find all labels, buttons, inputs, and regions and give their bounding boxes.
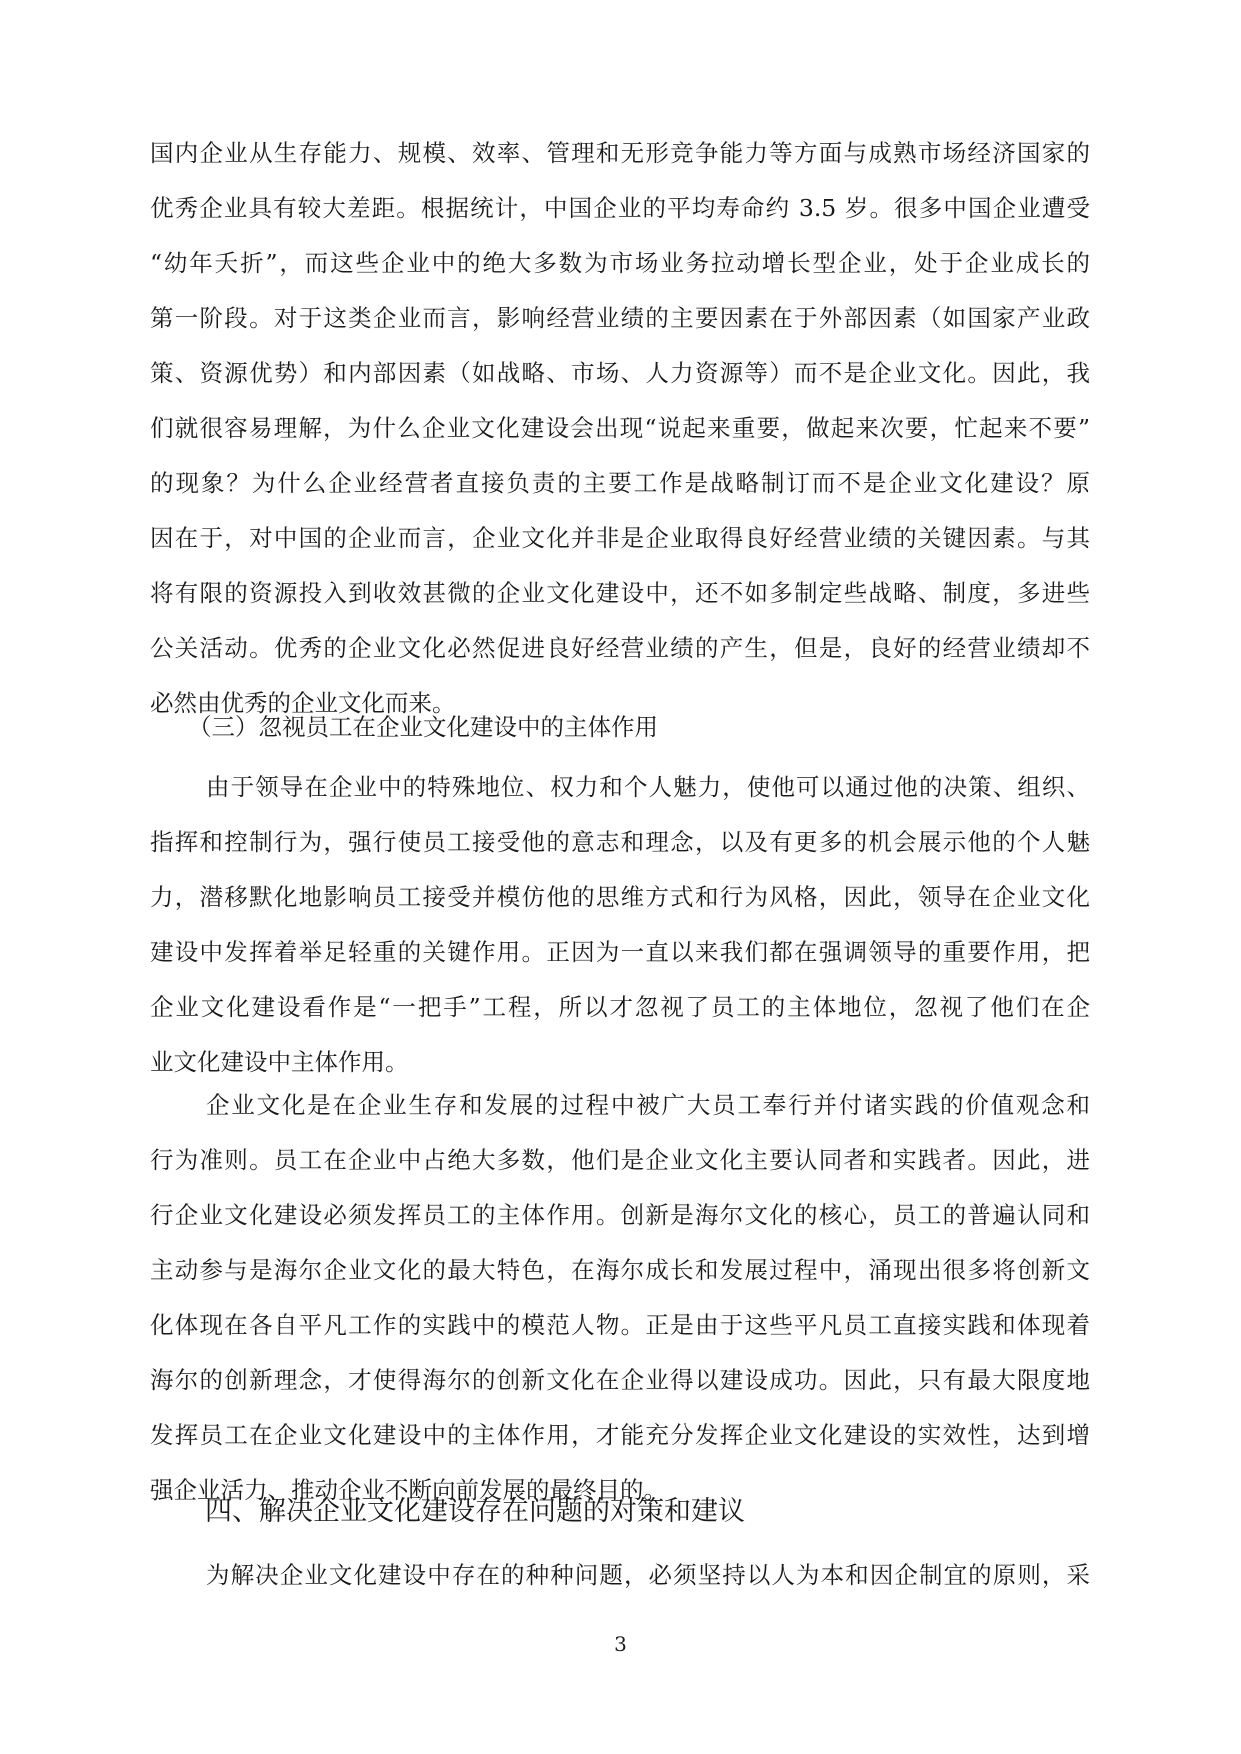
paragraph-line: 化体现在各自平凡工作的实践中的模范人物。正是由于这些平凡员工直接实践和体现着	[150, 1311, 1090, 1339]
paragraph-line: 第一阶段。对于这类企业而言，影响经营业绩的主要因素在于外部因素（如国家产业政	[150, 304, 1090, 332]
paragraph-line: 因在于，对中国的企业而言，企业文化并非是企业取得良好经营业绩的关键因素。与其	[150, 524, 1090, 552]
paragraph-line: 建设中发挥着举足轻重的关键作用。正因为一直以来我们都在强调领导的重要作用，把	[150, 938, 1090, 966]
paragraph-line: 们就很容易理解，为什么企业文化建设会出现“说起来重要，做起来次要，忙起来不要”	[150, 414, 1090, 442]
paragraph-line: 由于领导在企业中的特殊地位、权力和个人魅力，使他可以通过他的决策、组织、	[206, 773, 1090, 801]
paragraph-line: 强企业活力、推动企业不断向前发展的最终目的。	[150, 1476, 667, 1504]
paragraph-line: 企业文化建设看作是“一把手”工程，所以才忽视了员工的主体地位，忽视了他们在企	[150, 993, 1090, 1021]
paragraph-line: 力，潜移默化地影响员工接受并模仿他的思维方式和行为风格，因此，领导在企业文化	[150, 883, 1090, 911]
paragraph-line: 为解决企业文化建设中存在的种种问题，必须坚持以人为本和因企制宜的原则，采	[206, 1561, 1090, 1589]
paragraph-line: 发挥员工在企业文化建设中的主体作用，才能充分发挥企业文化建设的实效性，达到增	[150, 1421, 1090, 1449]
paragraph-line: 将有限的资源投入到收效甚微的企业文化建设中，还不如多制定些战略、制度，多进些	[150, 579, 1090, 607]
paragraph-line: 行为准则。员工在企业中占绝大多数，他们是企业文化主要认同者和实践者。因此，进	[150, 1146, 1090, 1174]
paragraph-line: 优秀企业具有较大差距。根据统计，中国企业的平均寿命约 3.5 岁。很多中国企业遭受	[150, 194, 1090, 222]
page-number: 3	[614, 1632, 627, 1656]
paragraph-line: 指挥和控制行为，强行使员工接受他的意志和理念，以及有更多的机会展示他的个人魅	[150, 828, 1090, 856]
paragraph-3	[150, 1078, 1090, 1518]
paragraph-line: 策、资源优势）和内部因素（如战略、市场、人力资源等）而不是企业文化。因此，我	[150, 359, 1090, 387]
paragraph-line: 行企业文化建设必须发挥员工的主体作用。创新是海尔文化的核心，员工的普遍认同和	[150, 1201, 1090, 1229]
paragraph-line: 海尔的创新理念，才使得海尔的创新文化在企业得以建设成功。因此，只有最大限度地	[150, 1366, 1090, 1394]
paragraph-line: 国内企业从生存能力、规模、效率、管理和无形竞争能力等方面与成熟市场经济国家的	[150, 139, 1090, 167]
paragraph-2	[150, 760, 1090, 1090]
paragraph-line: 必然由优秀的企业文化而来。	[150, 689, 456, 717]
paragraph-line: 的现象？为什么企业经营者直接负责的主要工作是战略制订而不是企业文化建设？原	[150, 469, 1090, 497]
paragraph-line: 公关活动。优秀的企业文化必然促进良好经营业绩的产生，但是，良好的经营业绩却不	[150, 634, 1090, 662]
paragraph-line: 主动参与是海尔企业文化的最大特色，在海尔成长和发展过程中，涌现出很多将创新文	[150, 1256, 1090, 1284]
paragraph-1	[150, 126, 1090, 731]
section-heading: （三）忽视员工在企业文化建设中的主体作用	[188, 713, 658, 741]
paragraph-4	[150, 1548, 1090, 1603]
paragraph-line: 企业文化是在企业生存和发展的过程中被广大员工奉行并付诸实践的价值观念和	[206, 1091, 1090, 1119]
paragraph-line: 业文化建设中主体作用。	[150, 1048, 409, 1076]
paragraph-line: “幼年夭折”，而这些企业中的绝大多数为市场业务拉动增长型企业，处于企业成长的	[150, 249, 1090, 277]
chapter-heading: 四、解决企业文化建设存在问题的对策和建议	[205, 1496, 745, 1527]
